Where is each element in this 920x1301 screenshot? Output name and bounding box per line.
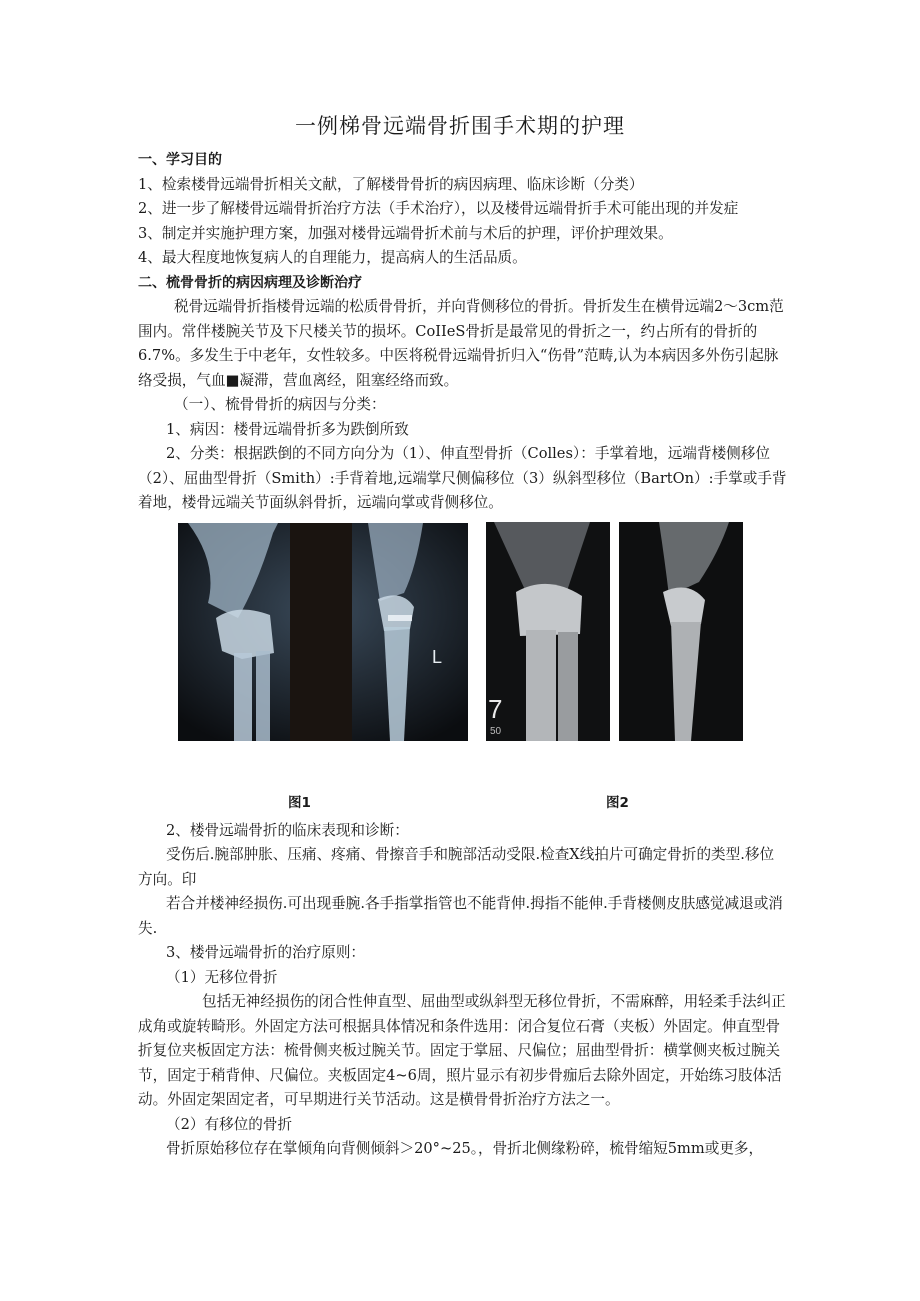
treatment-heading: 3、楼骨远端骨折的治疗原则： (166, 944, 366, 961)
fig2-corner-marker: 7 (488, 693, 503, 724)
figure1-xray-graphic (178, 523, 468, 741)
xray-side-marker: L (432, 646, 443, 667)
document-title: 一例梯骨远端骨折围手术期的护理 (295, 114, 625, 138)
fig2-small-marker: 50 (490, 725, 502, 737)
figure1-xray-image (178, 523, 468, 741)
clinical-paragraph-2: 若合并楼神经损伤.可出现垂腕.各手指掌指管也不能背伸.拇指不能伸.手背楼侧皮肤感觉减退或消失. (138, 895, 783, 937)
clinical-paragraph-1: 受伤后.腕部肿胀、压痛、疼痛、骨擦音手和腕部活动受限.检查X线拍片可确定骨折的类型.移位方向。印 (138, 846, 775, 888)
treatment1-text: 包括无神经损伤的闭合性伸直型、屈曲型或纵斜型无移位骨折，不需麻醉，用轻柔手法纠正成角或旋转畸形。外固定方法可根据具体情况和条件选用：闭合复位石膏（夹板）外固定。伸直型骨折复位夹板固定方法：梳骨侧夹板过腕关节。固定于掌屈、尺偏位；屈曲型骨折：横掌侧夹板过腕关节，固定于稍背伸、尺偏位。夹板固定4~6周，照片显示有初步骨痂后去除外固定，开始练习肢体活动。外固定架固定者，可早期进行关节活动。这是横骨骨折治疗方法之一。 (138, 993, 786, 1108)
figure2-ap-graphic (486, 522, 610, 741)
figure1-caption: 图1 (288, 794, 311, 811)
treatment2-text: 骨折原始移位存在掌倾角向背侧倾斜＞20°~25。，骨折北侧缘粉碎，梳骨缩短5mm或更多， (166, 1140, 764, 1157)
goal-item-1: 1、检索楼骨远端骨折相关文献，了解楼骨骨折的病因病理、临床诊断（分类） (138, 175, 644, 193)
treatment1-heading: （1）无移位骨折 (166, 968, 278, 986)
figure2-xray-image-lateral (619, 522, 743, 741)
section2-intro: 税骨远端骨折指楼骨远端的松质骨骨折，并向背侧移位的骨折。骨折发生在横骨远端2～3cm范围内。常伴楼腕关节及下尺楼关节的损坏。CoIIeS骨折是最常见的骨折之一，约占所有的骨折的6.7%。多发生于中老年，女性较多。中医将税骨远端骨折归入“伤骨”范畴,认为本病因多外伤引起脉络受损，气血■凝滞，营血离经，阻塞经络而致。 (138, 298, 784, 389)
section1-heading: 一、学习目的 (138, 152, 222, 168)
goal-item-2: 2、进一步了解楼骨远端骨折治疗方法（手术治疗），以及楼骨远端骨折手术可能出现的并发症 (138, 200, 739, 217)
section2-heading: 二、梳骨骨折的病因病理及诊断治疗 (138, 274, 362, 291)
goal-item-3: 3、制定并实施护理方案，加强对楼骨远端骨折术前与术后的护理，评价护理效果。 (138, 224, 673, 242)
cause-paragraph: 1、病因：楼骨远端骨折多为跌倒所致 (166, 420, 409, 438)
continuation-text (138, 819, 788, 1162)
classification-paragraph: 2、分类：根据跌倒的不同方向分为（1）、伸直型骨折（Colles）：手掌着地，远端背楼侧移位（2）、屈曲型骨折（Smith）:手背着地,远端掌尺侧偏移位（3）纵斜型移位（BartOn）:手掌或手背着地，楼骨远端关节面纵斜骨折，远端向掌或背侧移位。 (138, 445, 787, 511)
figure2-lateral-graphic (619, 522, 743, 741)
goal-item-4: 4、最大程度地恢复病人的自理能力，提高病人的生活品质。 (138, 249, 527, 266)
treatment2-heading: （2）有移位的骨折 (166, 1115, 293, 1133)
clinical-heading: 2、楼骨远端骨折的临床表现和诊断： (166, 821, 409, 839)
xray-figures (138, 519, 788, 819)
document-body (138, 148, 788, 1162)
subsection1-heading: （一）、梳骨骨折的病因与分类： (174, 396, 386, 413)
figure2-caption: 图2 (606, 794, 629, 811)
figure2-xray-image-ap (486, 522, 610, 741)
